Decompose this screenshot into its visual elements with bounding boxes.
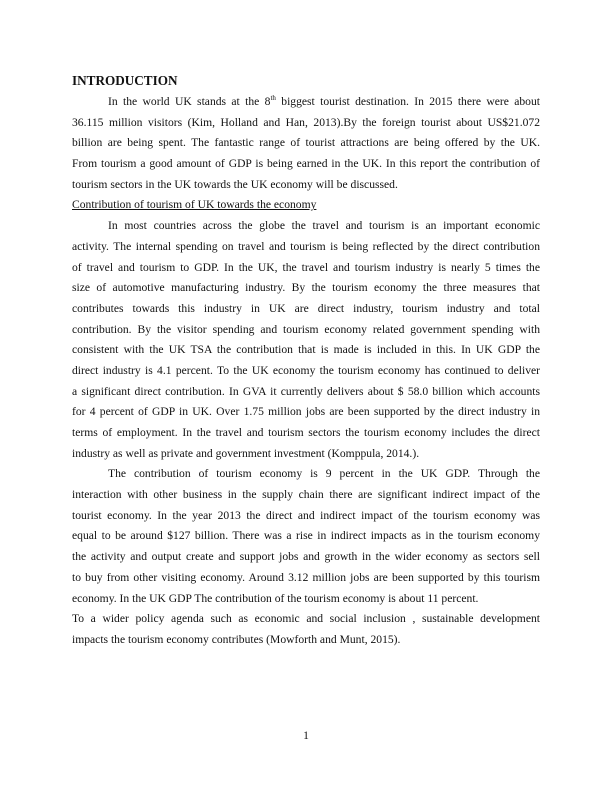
text-line: industry as well as private and government investment (Komppula, 2014.). <box>72 446 420 460</box>
page-number: 1 <box>303 729 309 742</box>
text-line: tourist economy. In the year 2013 the direct and indirect impact of the tourism economy was <box>72 508 540 522</box>
text-line: economy. In the UK GDP The contribution of the tourism economy is about 11 percent. <box>72 591 479 605</box>
text-line: consistent with the UK TSA the contribution that is made is included in this. In UK GDP the <box>72 343 540 357</box>
text-line: 36.115 million visitors (Kim, Holland and Han, 2013).By the foreign tourist about US$21.072 <box>72 115 540 129</box>
text-line: the activity and output create and support jobs and growth in the wider economy as sectors sell <box>72 550 540 564</box>
subheading: Contribution of tourism of UK towards the economy <box>72 198 317 212</box>
paragraph-intro <box>72 92 540 195</box>
paragraph-policy <box>72 609 540 650</box>
text-line: tourism sectors in the UK towards the UK economy will be discussed. <box>72 177 398 191</box>
text-line: impacts the tourism economy contributes (Mowforth and Munt, 2015). <box>72 632 401 646</box>
text-line: a significant direct contribution. In GVA it currently delivers about $ 58.0 billion which accounts <box>72 384 540 398</box>
text-line: for 4 percent of GDP in UK. Over 1.75 million jobs are been supported by the direct industry in <box>72 405 540 419</box>
text-line: activity. The internal spending on travel and tourism is being reflected by the direct contribution <box>72 239 540 253</box>
text-span: In the world UK stands at the 8 <box>108 95 271 108</box>
text-line: to buy from other visiting economy. Around 3.12 million jobs are been supported by this tourism <box>72 570 540 584</box>
text-line: terms of employment. In the travel and tourism sectors the tourism economy includes the direct <box>72 426 540 439</box>
text-line: The contribution of tourism economy is 9 percent in the UK GDP. Through the <box>108 467 540 481</box>
text-line: billion are being spent. The fantastic range of tourist attractions are being offered by the UK. <box>72 136 540 150</box>
text-line: of travel and tourism to GDP. In the UK, the travel and tourism industry is nearly 5 times the <box>72 260 540 274</box>
text-line: equal to be around $127 billion. There was a rise in indirect impacts as in the tourism economy <box>72 529 540 543</box>
text-line: size of automotive manufacturing industry. By the tourism economy the three measures that <box>72 281 540 295</box>
text-span: biggest tourist destination. In 2015 there were about <box>275 95 541 108</box>
text-line: direct industry is 4.1 percent. To the UK economy the tourism economy has continued to deliver <box>72 363 540 377</box>
section-heading: INTRODUCTION <box>72 73 178 88</box>
text-line: interaction with other business in the supply chain there are significant indirect impact of the <box>72 488 540 502</box>
text-line: contribution. By the visitor spending and tourism economy related government spending with <box>72 322 540 336</box>
text-line <box>72 92 540 113</box>
document-body <box>72 70 540 651</box>
paragraph-contribution <box>72 216 540 464</box>
text-line: To a wider policy agenda such as economic and social inclusion , sustainable development <box>72 612 540 626</box>
text-line: From tourism a good amount of GDP is being earned in the UK. In this report the contribution of <box>72 157 540 171</box>
paragraph-indirect <box>72 464 540 609</box>
superscript: th <box>270 94 276 103</box>
text-line: In most countries across the globe the travel and tourism is an important economic <box>108 219 540 233</box>
text-line: contributes towards this industry in UK are direct industry, tourism industry and total <box>72 301 540 315</box>
